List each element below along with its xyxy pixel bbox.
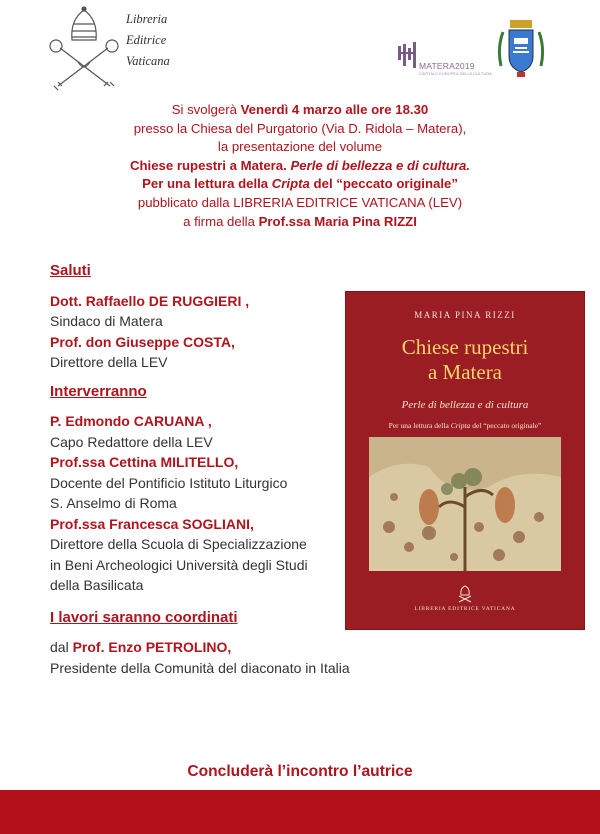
book-subtitle-text: Perle di bellezza e di cultura. <box>290 157 471 173</box>
book-cover-title <box>346 335 584 385</box>
section-interverranno: Interverranno <box>50 382 147 400</box>
book-cover <box>346 292 584 629</box>
lev-wordmark <box>126 9 170 72</box>
intro-line-2: presso la Chiesa del Purgatorio (Via D. Ridola – Matera), <box>133 120 467 136</box>
intro-line-5 <box>60 175 540 194</box>
speaker-name: Prof.ssa Cettina MILITELLO, <box>50 454 239 470</box>
intro-line-1 <box>60 101 540 120</box>
book-cover-title-line-1: Chiese rupestri <box>401 335 529 359</box>
book-tag-c: del “peccato originale” <box>470 421 542 430</box>
spacer <box>50 373 350 382</box>
matera-sub: CAPITALE EUROPEA DELLA CULTURA <box>419 71 492 76</box>
event-datetime: Venerdì 4 marzo alle ore 18.30 <box>240 102 429 117</box>
speaker-name: Prof. don Giuseppe COSTA, <box>50 333 235 350</box>
intro-line-7 <box>60 213 540 232</box>
intro-line5-c: del “peccato originale” <box>309 176 458 192</box>
speaker-role: Direttore della Scuola di Specializzazione <box>50 536 307 552</box>
intro-line-3: la presentazione del volume <box>217 139 383 155</box>
speaker-role: in Beni Archeologici Università degli Studi <box>50 556 308 573</box>
book-cover-publisher: LIBRERIA EDITRICE VATICANA <box>414 606 516 612</box>
speaker-role: della Basilicata <box>50 577 144 593</box>
speaker-role: Capo Redattore della LEV <box>50 433 213 450</box>
book-title-text: Chiese rupestri a Matera. <box>129 157 291 173</box>
speaker-name: Prof.ssa Francesca SOGLIANI, <box>50 515 254 532</box>
spacer <box>50 402 350 411</box>
lev-line-1: Libreria <box>126 12 168 26</box>
book-tag-a: Per una lettura della <box>388 421 451 430</box>
lev-emblem-icon <box>456 585 474 603</box>
spacer <box>50 628 350 637</box>
speaker-name: Dott. Raffaello DE RUGGIERI , <box>50 292 250 309</box>
section-saluti: Saluti <box>50 262 91 279</box>
coordinator-line <box>50 637 350 658</box>
matera-label: MATERA2019 <box>419 61 475 71</box>
author-name: Prof.ssa Maria Pina RIZZI <box>258 213 417 229</box>
intro-line-4 <box>60 157 540 176</box>
coordinator-role: Presidente della Comunità del diaconato in Italia <box>50 659 350 676</box>
speaker-role: Direttore della LEV <box>50 354 168 370</box>
intro-line5-a: Per una lettura della <box>142 176 272 192</box>
event-announcement <box>60 101 540 231</box>
intro-pre: Si svolgerà <box>171 102 241 117</box>
fresco-image <box>369 437 561 571</box>
footer-bar <box>0 790 600 834</box>
closing-line: Concluderà l’incontro l’autrice <box>187 763 413 780</box>
intro-line5-b: Cripta <box>271 176 310 192</box>
program <box>50 261 350 678</box>
lev-line-2: Editrice <box>126 33 167 47</box>
book-cover-author: MARIA PINA RIZZI <box>414 310 516 320</box>
book-cover-tagline <box>346 421 584 430</box>
book-cover-subtitle: Perle di bellezza e di cultura <box>401 399 529 411</box>
speaker-role: Docente del Pontificio Istituto Liturgico <box>50 474 288 491</box>
lev-line-3: Vaticana <box>126 54 170 68</box>
book-cover-title-line-2: a Matera <box>427 360 503 384</box>
spacer <box>50 596 350 608</box>
book-tag-b: Cripta <box>450 421 471 430</box>
coordinator-name: Prof. Enzo PETROLINO, <box>72 639 232 655</box>
matera-crest-icon <box>497 18 545 80</box>
spacer <box>50 282 350 291</box>
coordinator-pre: dal <box>50 639 73 655</box>
intro-line-6: pubblicato dalla LIBRERIA EDITRICE VATICANA (LEV) <box>137 194 463 210</box>
vatican-keys-logo <box>48 6 120 92</box>
intro-line7-pre: a firma della <box>183 213 259 229</box>
speaker-role: Sindaco di Matera <box>50 313 163 329</box>
speaker-role: S. Anselmo di Roma <box>50 495 177 511</box>
section-coordinati: I lavori saranno coordinati <box>50 608 238 626</box>
speaker-name: P. Edmondo CARUANA , <box>50 413 212 429</box>
